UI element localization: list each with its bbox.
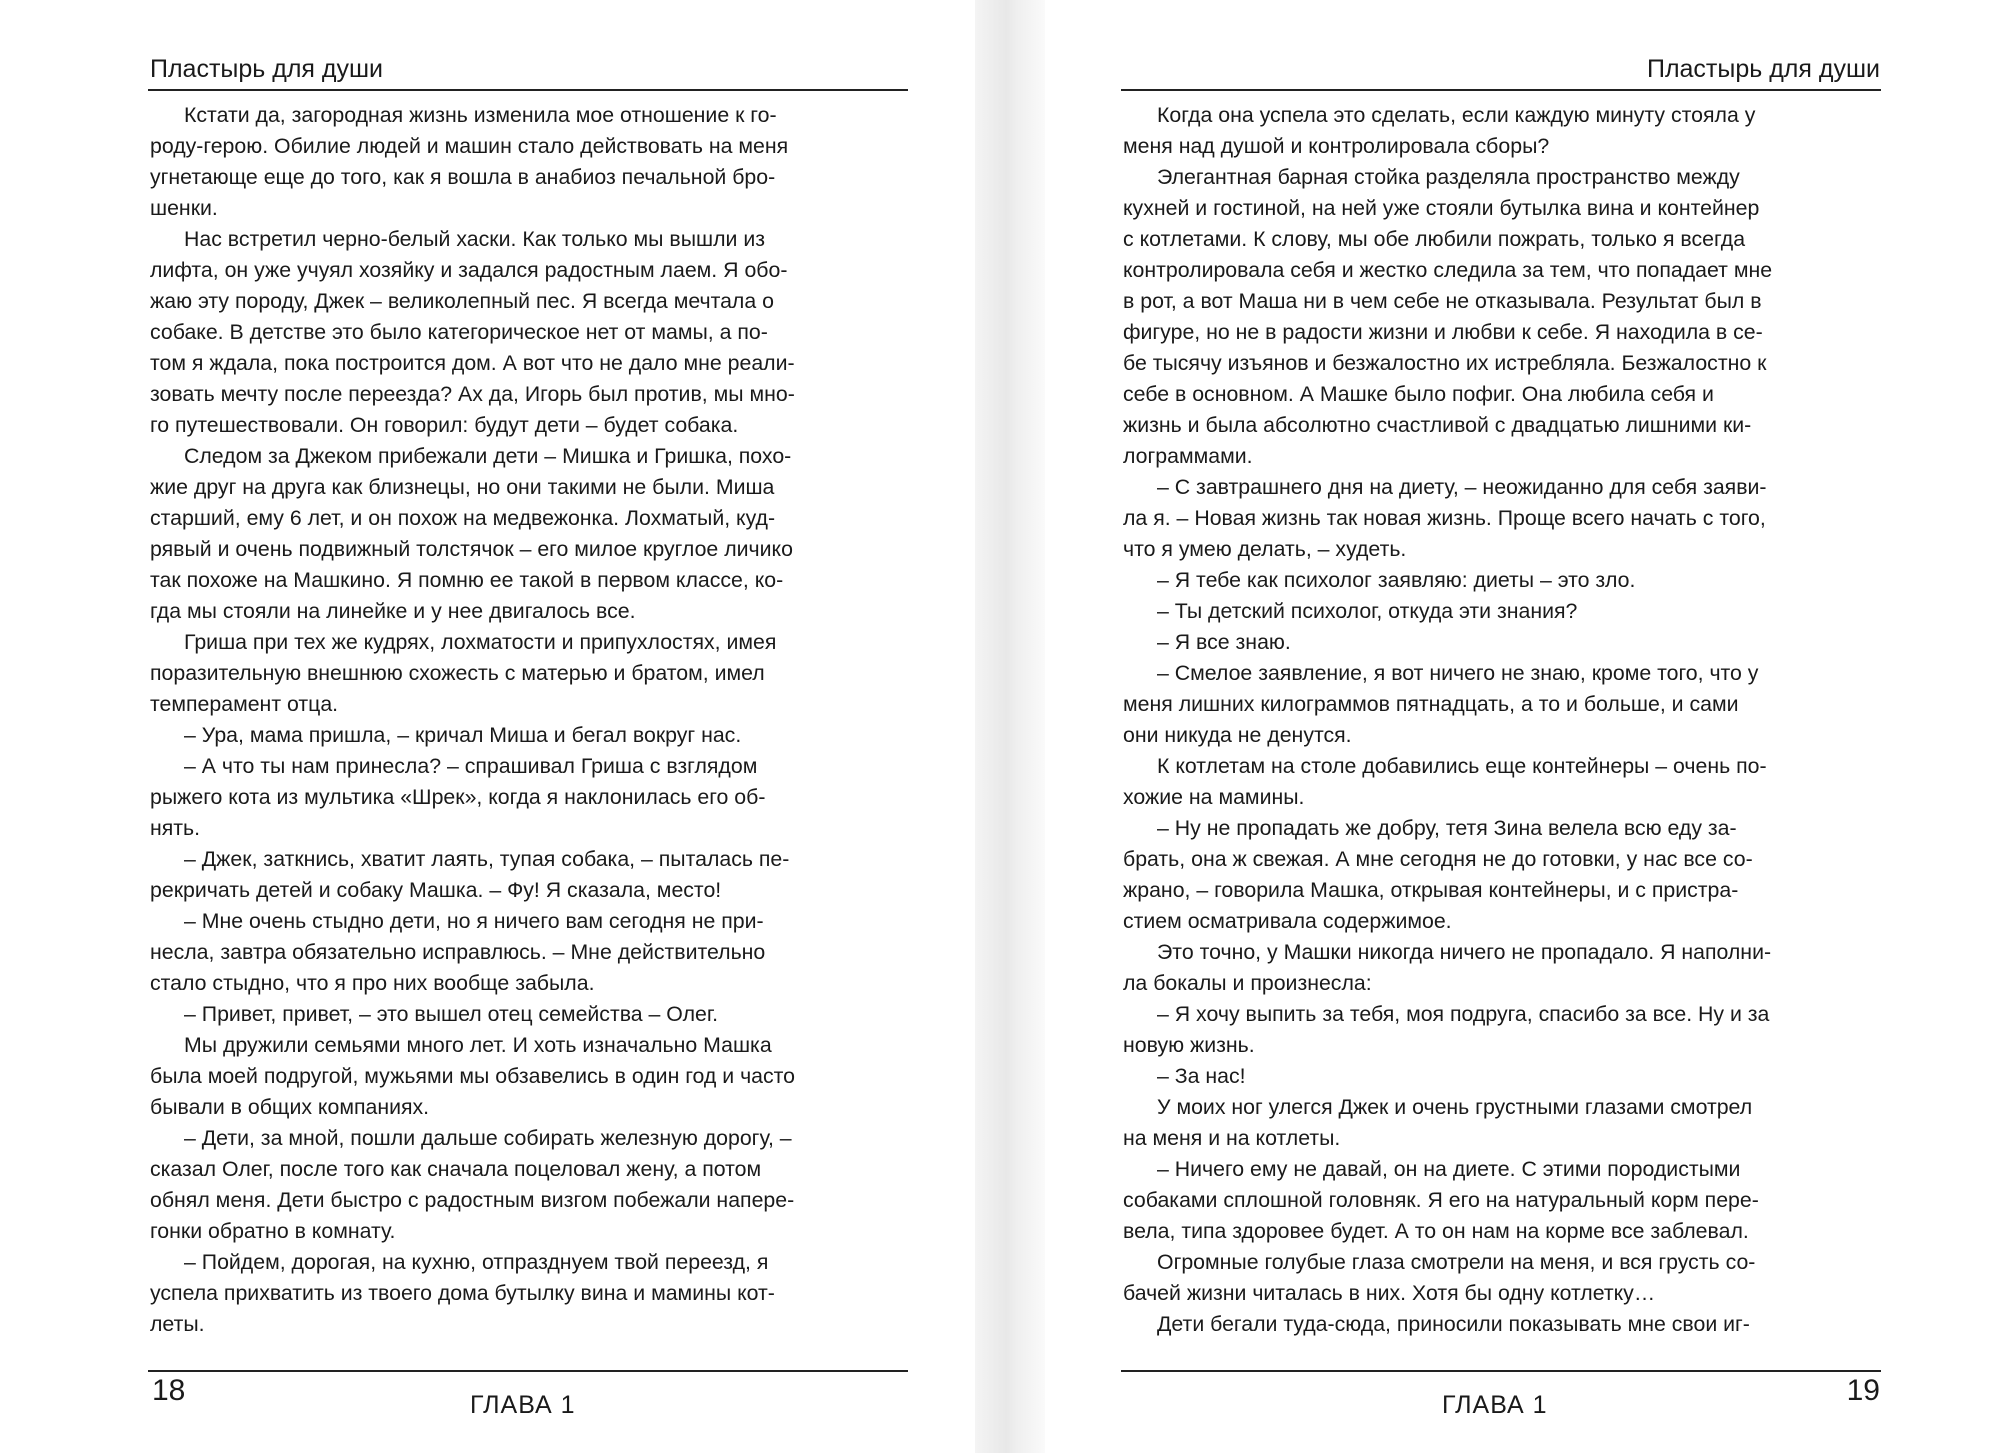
- text-line: сказал Олег, после того как сначала поцеловал жену, а потом: [150, 1157, 762, 1181]
- page-number: 19: [1846, 1374, 1880, 1407]
- text-line: го путешествовали. Он говорил: будут дети – будет собака.: [150, 413, 739, 437]
- text-line: Мы дружили семьями много лет. И хоть изначально Машка: [184, 1033, 772, 1057]
- text-line: что я умею делать, – худеть.: [1123, 537, 1407, 561]
- text-line: – Привет, привет, – это вышел отец семейства – Олег.: [184, 1002, 718, 1026]
- text-line: том я ждала, пока построится дом. А вот что не дало мне реали-: [150, 351, 795, 375]
- text-line: зовать мечту после переезда? Ах да, Игорь был против, мы мно-: [150, 382, 795, 406]
- text-line: Это точно, у Машки никогда ничего не пропадало. Я наполни-: [1157, 940, 1772, 964]
- text-line: фигуре, но не в радости жизни и любви к себе. Я находила в се-: [1123, 320, 1763, 344]
- text-line: – Ну не пропадать же добру, тетя Зина велела всю еду за-: [1157, 816, 1737, 840]
- text-line: лограммами.: [1123, 444, 1253, 468]
- text-line: вела, типа здоровее будет. А то он нам на корме все заблевал.: [1123, 1219, 1749, 1243]
- text-line: лифта, он уже учуял хозяйку и задался радостным лаем. Я обо-: [150, 258, 788, 282]
- text-line: – Джек, заткнись, хватит лаять, тупая собака, – пыталась пе-: [184, 847, 790, 871]
- text-line: – Ура, мама пришла, – кричал Миша и бегал вокруг нас.: [184, 723, 742, 747]
- text-line: себе в основном. А Машке было пофиг. Она любила себя и: [1123, 382, 1714, 406]
- text-line: несла, завтра обязательно исправлюсь. – Мне действительно: [150, 940, 766, 964]
- text-line: леты.: [150, 1312, 205, 1336]
- running-head: Пластырь для души: [1646, 55, 1880, 83]
- chapter-label: ГЛАВА 1: [470, 1391, 576, 1419]
- text-line: собаке. В детстве это было категорическое нет от мамы, а по-: [150, 320, 768, 344]
- text-line: кухней и гостиной, на ней уже стояли бутылка вина и контейнер: [1123, 196, 1760, 220]
- book-gutter: [975, 0, 1045, 1453]
- text-line: так похоже на Машкино. Я помню ее такой в первом классе, ко-: [150, 568, 784, 592]
- text-line: меня лишних килограммов пятнадцать, а то и больше, и сами: [1123, 692, 1739, 716]
- body-text: [1123, 100, 1877, 1340]
- text-line: – Пойдем, дорогая, на кухню, отпразднуем твой переезд, я: [184, 1250, 769, 1274]
- text-line: – Я хочу выпить за тебя, моя подруга, спасибо за все. Ну и за: [1157, 1002, 1770, 1026]
- text-line: угнетающе еще до того, как я вошла в анабиоз печальной бро-: [150, 165, 776, 189]
- text-line: темперамент отца.: [150, 692, 339, 716]
- text-line: бачей жизни читалась в них. Хотя бы одну котлетку…: [1123, 1281, 1656, 1305]
- text-line: поразительную внешнюю схожесть с матерью и братом, имел: [150, 661, 765, 685]
- text-line: жизнь и была абсолютно счастливой с двадцатью лишними ки-: [1123, 413, 1752, 437]
- text-line: ла я. – Новая жизнь так новая жизнь. Проще всего начать с того,: [1123, 506, 1766, 530]
- running-head: Пластырь для души: [150, 55, 384, 83]
- footer-rule: [1121, 1370, 1881, 1372]
- text-line: старший, ему 6 лет, и он похож на медвежонка. Лохматый, куд-: [150, 506, 776, 530]
- text-line: У моих ног улегся Джек и очень грустными глазами смотрел: [1157, 1095, 1753, 1119]
- text-line: была моей подругой, мужьями мы обзавелись в один год и часто: [150, 1064, 796, 1088]
- text-line: бе тысячу изъянов и безжалостно их истребляла. Безжалостно к: [1123, 351, 1767, 375]
- text-line: Кстати да, загородная жизнь изменила мое отношение к го-: [184, 103, 777, 127]
- text-line: бывали в общих компаниях.: [150, 1095, 430, 1119]
- text-line: роду-герою. Обилие людей и машин стало действовать на меня: [150, 134, 789, 158]
- text-line: успела прихватить из твоего дома бутылку вина и мамины кот-: [150, 1281, 775, 1305]
- text-line: хожие на мамины.: [1123, 785, 1305, 809]
- text-line: – Смелое заявление, я вот ничего не знаю, кроме того, что у: [1157, 661, 1759, 685]
- text-line: – Мне очень стыдно дети, но я ничего вам сегодня не при-: [184, 909, 764, 933]
- footer-rule: [148, 1370, 908, 1372]
- text-line: Гриша при тех же кудрях, лохматости и припухлостях, имея: [184, 630, 777, 654]
- text-line: новую жизнь.: [1123, 1033, 1255, 1057]
- text-line: Дети бегали туда-сюда, приносили показывать мне свои иг-: [1157, 1312, 1750, 1336]
- text-line: – Дети, за мной, пошли дальше собирать железную дорогу, –: [184, 1126, 792, 1150]
- text-line: они никуда не денутся.: [1123, 723, 1352, 747]
- text-line: – За нас!: [1157, 1064, 1246, 1088]
- header-rule: [1121, 89, 1881, 91]
- text-line: – Я все знаю.: [1157, 630, 1291, 654]
- text-line: – С завтрашнего дня на диету, – неожиданно для себя заяви-: [1157, 475, 1767, 499]
- text-line: стием осматривала содержимое.: [1123, 909, 1452, 933]
- text-line: с котлетами. К слову, мы обе любили пожрать, только я всегда: [1123, 227, 1746, 251]
- text-line: Следом за Джеком прибежали дети – Мишка и Гришка, похо-: [184, 444, 792, 468]
- text-line: Огромные голубые глаза смотрели на меня, и вся грусть со-: [1157, 1250, 1756, 1274]
- text-line: нять.: [150, 816, 201, 840]
- body-text: [150, 100, 904, 1340]
- text-line: обнял меня. Дети быстро с радостным визгом побежали напере-: [150, 1188, 795, 1212]
- text-line: – А что ты нам принесла? – спрашивал Гриша с взглядом: [184, 754, 758, 778]
- text-line: стало стыдно, что я про них вообще забыла.: [150, 971, 595, 995]
- text-line: контролировала себя и жестко следила за тем, что попадает мне: [1123, 258, 1773, 282]
- page-number: 18: [152, 1374, 186, 1407]
- left-page: [0, 0, 975, 1453]
- text-line: – Ты детский психолог, откуда эти знания?: [1157, 599, 1578, 623]
- text-line: брать, она ж свежая. А мне сегодня не до готовки, у нас все со-: [1123, 847, 1753, 871]
- text-line: рявый и очень подвижный толстячок – его милое круглое личико: [150, 537, 793, 561]
- text-line: жаю эту породу, Джек – великолепный пес. Я всегда мечтала о: [150, 289, 774, 313]
- text-line: Нас встретил черно-белый хаски. Как только мы вышли из: [184, 227, 766, 251]
- header-rule: [148, 89, 908, 91]
- text-line: Элегантная барная стойка разделяла пространство между: [1157, 165, 1740, 189]
- text-line: К котлетам на столе добавились еще контейнеры – очень по-: [1157, 754, 1767, 778]
- text-line: жрано, – говорила Машка, открывая контейнеры, и с пристра-: [1123, 878, 1739, 902]
- text-line: шенки.: [150, 196, 218, 220]
- chapter-label: ГЛАВА 1: [1442, 1391, 1548, 1419]
- text-line: ла бокалы и произнесла:: [1123, 971, 1372, 995]
- text-line: гонки обратно в комнату.: [150, 1219, 396, 1243]
- text-line: – Ничего ему не давай, он на диете. С этими породистыми: [1157, 1157, 1741, 1181]
- text-line: собаками сплошной головняк. Я его на натуральный корм пере-: [1123, 1188, 1759, 1212]
- right-page: [1045, 0, 2000, 1453]
- text-line: Когда она успела это сделать, если каждую минуту стояла у: [1157, 103, 1756, 127]
- text-line: рекричать детей и собаку Машка. – Фу! Я сказала, место!: [150, 878, 722, 902]
- text-line: – Я тебе как психолог заявляю: диеты – это зло.: [1157, 568, 1636, 592]
- text-line: рыжего кота из мультика «Шрек», когда я наклонилась его об-: [150, 785, 766, 809]
- text-line: меня над душой и контролировала сборы?: [1123, 134, 1550, 158]
- text-line: гда мы стояли на линейке и у нее двигалось все.: [150, 599, 636, 623]
- text-line: в рот, а вот Маша ни в чем себе не отказывала. Результат был в: [1123, 289, 1762, 313]
- text-line: жие друг на друга как близнецы, но они такими не были. Миша: [150, 475, 775, 499]
- text-line: на меня и на котлеты.: [1123, 1126, 1341, 1150]
